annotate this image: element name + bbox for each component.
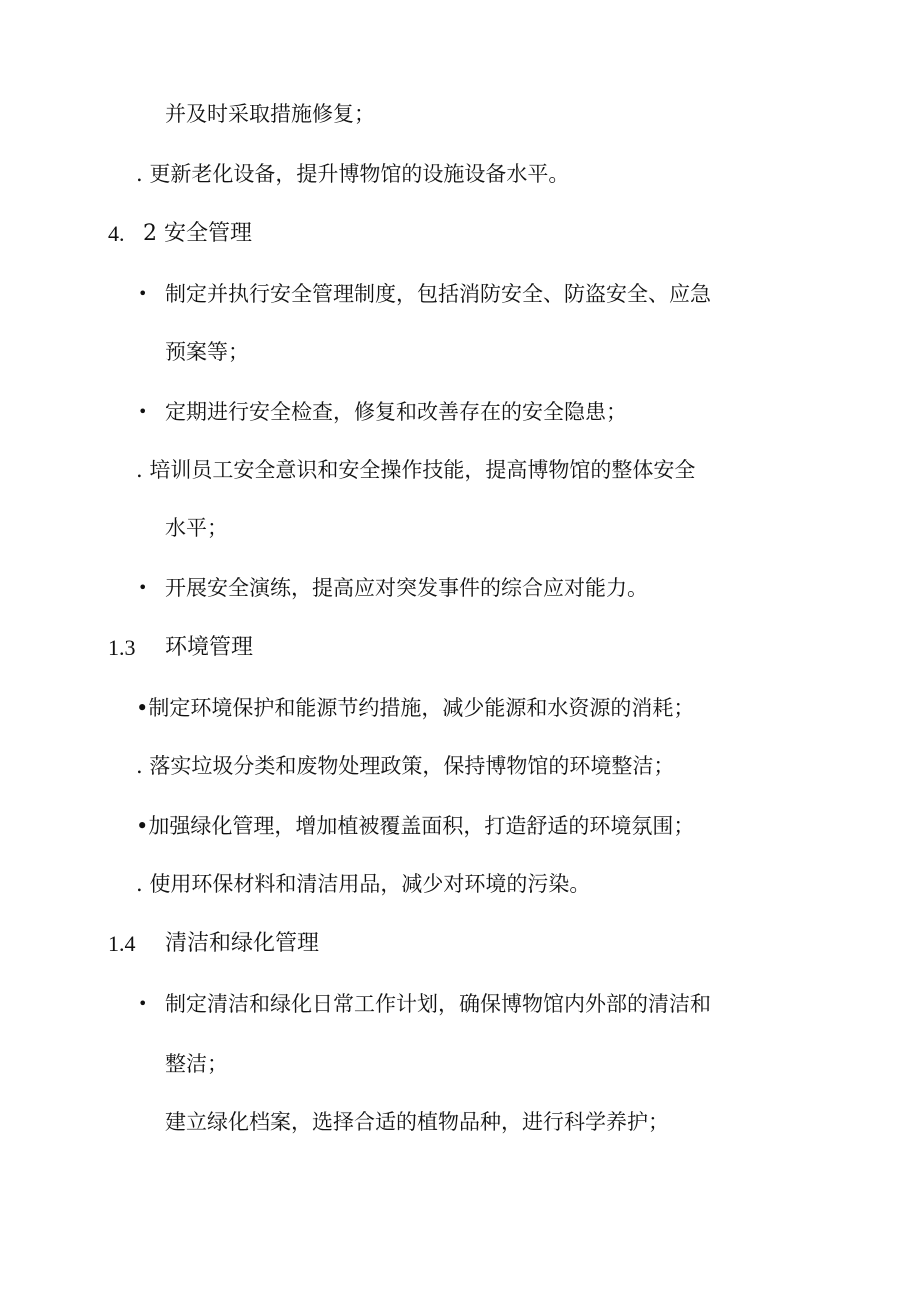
list-item-continuation: 水平；: [165, 516, 228, 540]
list-item: •加强绿化管理，增加植被覆盖面积，打造舒适的环境氛围；: [136, 814, 695, 838]
paragraph-line: . 更新老化设备，提升博物馆的设施设备水平。: [136, 162, 570, 186]
list-item: . 使用环保材料和清洁用品，减少对环境的污染。: [136, 872, 591, 896]
list-item: . 落实垃圾分类和废物处理政策，保持博物馆的环境整洁；: [136, 754, 675, 778]
list-item: 制定清洁和绿化日常工作计划，确保博物馆内外部的清洁和: [165, 992, 711, 1016]
bullet-icon: •: [138, 402, 148, 421]
list-item: •制定环境保护和能源节约措施，减少能源和水资源的消耗；: [136, 696, 695, 720]
list-item-continuation: 预案等；: [165, 340, 249, 364]
list-item: 开展安全演练，提高应对突发事件的综合应对能力。: [165, 576, 648, 600]
list-item-continuation: 整洁；: [165, 1052, 228, 1076]
section-number: 1.4: [108, 931, 136, 956]
bullet-icon: •: [138, 994, 148, 1013]
bullet-icon: •: [138, 284, 148, 303]
list-item: 定期进行安全检查，修复和改善存在的安全隐患；: [165, 400, 627, 424]
section-number: 4.: [108, 221, 125, 246]
section-heading: 环境管理: [165, 635, 254, 660]
list-item: 制定并执行安全管理制度，包括消防安全、防盗安全、应急: [165, 282, 711, 306]
list-item: 建立绿化档案，选择合适的植物品种，进行科学养护；: [165, 1110, 669, 1134]
bullet-icon: •: [138, 578, 148, 597]
section-heading: 2 安全管理: [143, 221, 252, 246]
section-heading: 清洁和绿化管理: [165, 931, 320, 956]
list-item: . 培训员工安全意识和安全操作技能，提高博物馆的整体安全: [136, 458, 696, 482]
paragraph-line: 并及时采取措施修复；: [165, 102, 375, 126]
section-number: 1.3: [108, 635, 136, 660]
